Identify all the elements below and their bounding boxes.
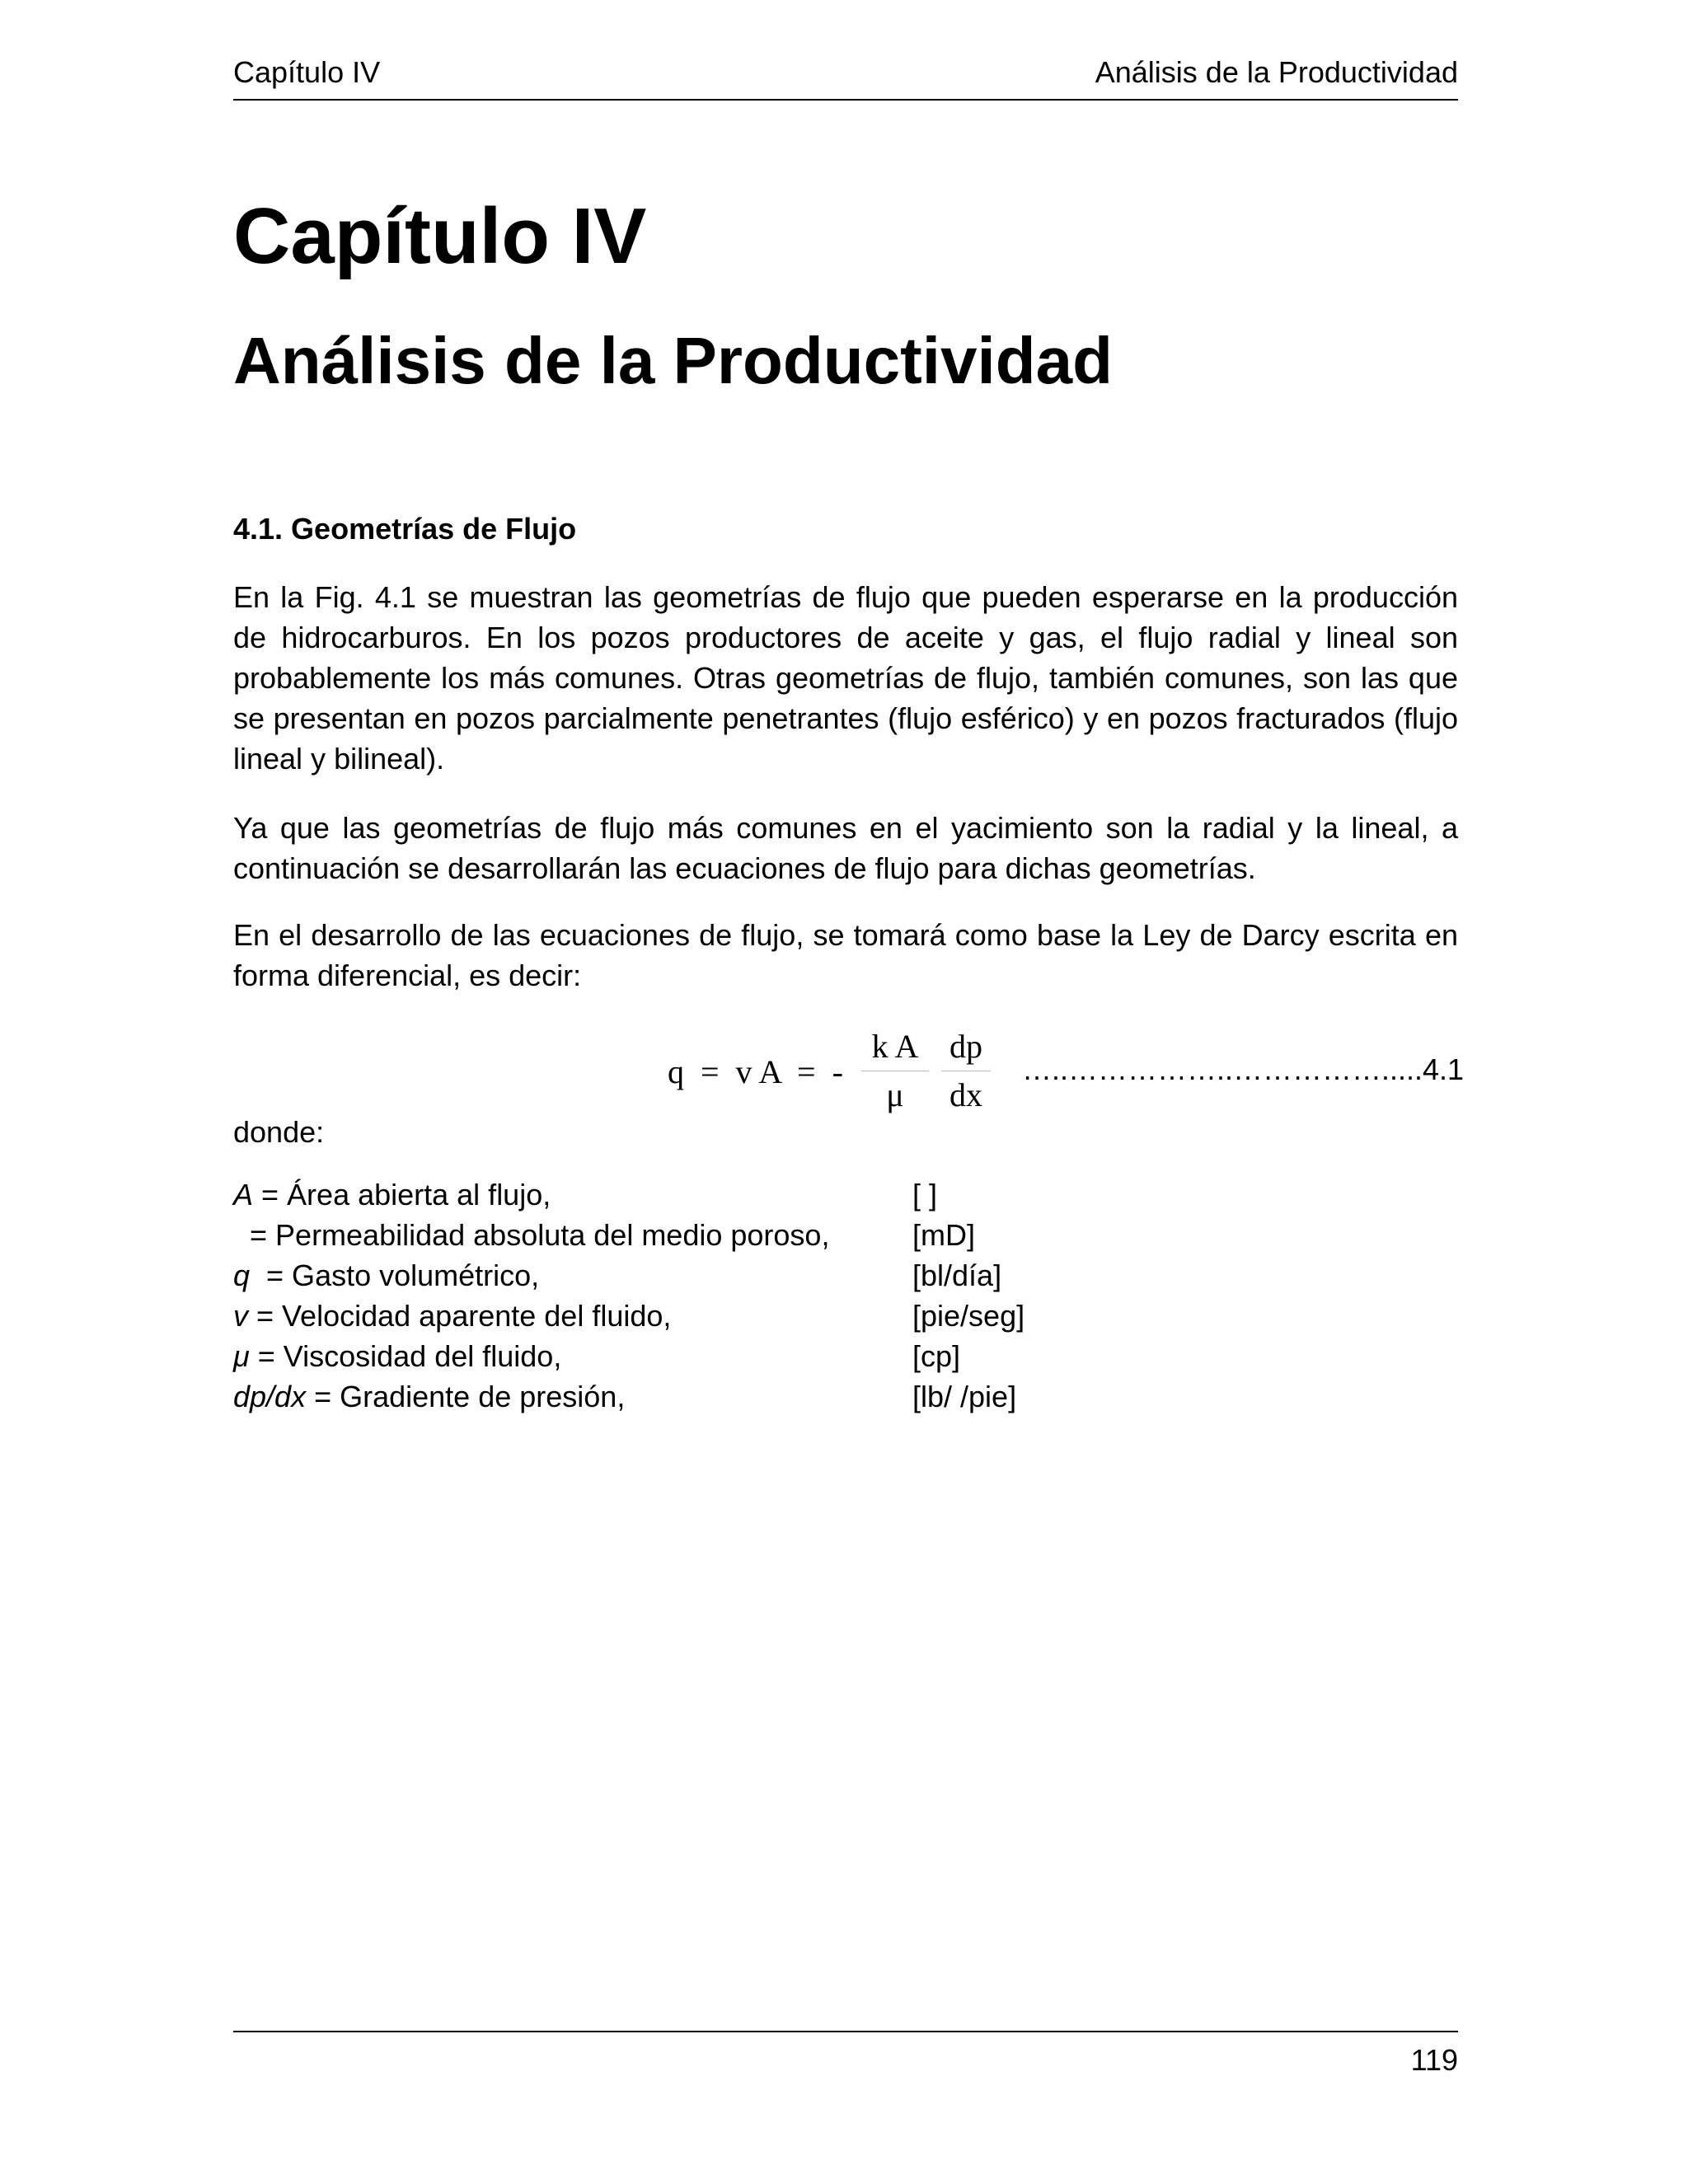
definition-text: = Gasto volumétrico,: [250, 1258, 540, 1292]
definition-text: = Gradiente de presión,: [306, 1380, 626, 1413]
definition-row: [233, 1336, 1057, 1376]
definition-unit: [pie/seg]: [912, 1299, 1025, 1333]
darcy-equation: [668, 1024, 1475, 1115]
section-heading: 4.1. Geometrías de Flujo: [233, 512, 577, 546]
definition-symbol: dp/dx: [233, 1380, 307, 1413]
equation-fraction-dp-dx: [941, 1024, 991, 1118]
definition-row: [233, 1376, 1057, 1417]
fraction-numerator: k A: [871, 1028, 919, 1065]
definition-row: [233, 1215, 1057, 1255]
paragraph: En el desarrollo de las ecuaciones de flujo, se tomará como base la Ley de Darcy escrita en forma diferencial, es decir:: [233, 918, 1458, 992]
equation-fraction-ka-mu: [861, 1024, 929, 1118]
header-chapter-label: Capítulo IV: [233, 55, 381, 89]
paragraph: En la Fig. 4.1 se muestran las geometrías de flujo que pueden esperarse en la producción de hidrocarburos. En los pozos productores de aceite y gas, el flujo radial y lineal son probablemente los más comunes. Otras geometrías de flujo, también comunes, son las que se presentan en pozos parcialmente penetrantes (flujo esférico) y en pozos fracturados (flujo lineal y bilineal).: [233, 580, 1458, 776]
variable-definitions: [233, 1174, 1057, 1417]
definition-unit: [lb/ /pie]: [912, 1380, 1017, 1413]
paragraph: Ya que las geometrías de flujo más comunes en el yacimiento son la radial y la lineal, a continuación se desarrollarán las ecuaciones de flujo para dichas geometrías.: [233, 811, 1458, 885]
fraction-numerator: dp: [950, 1028, 982, 1065]
definition-text: = Permeabilidad absoluta del medio poroso,: [233, 1218, 830, 1252]
definition-unit: [bl/día]: [912, 1258, 1002, 1292]
definition-symbol: A: [233, 1178, 254, 1212]
definition-unit: [cp]: [912, 1339, 961, 1373]
running-header: [233, 51, 1458, 101]
definition-unit: [ ]: [912, 1178, 938, 1212]
definition-unit: [mD]: [912, 1218, 975, 1252]
definition-symbol: q: [233, 1258, 251, 1292]
donde-label: donde:: [233, 1115, 325, 1149]
definition-row: [233, 1296, 1057, 1336]
page-number: 119: [1410, 2043, 1458, 2077]
definition-symbol: μ: [233, 1339, 250, 1373]
definition-text: = Viscosidad del fluido,: [249, 1339, 562, 1373]
chapter-subtitle: Análisis de la Productividad: [233, 324, 1113, 397]
definition-symbol: v: [233, 1299, 248, 1333]
header-chapter-topic: Análisis de la Productividad: [1095, 55, 1458, 89]
definition-text: = Área abierta al flujo,: [253, 1178, 551, 1212]
chapter-title: Capítulo IV: [233, 192, 647, 280]
fraction-denominator: dx: [950, 1076, 982, 1113]
equation-lhs: q = v A = -: [668, 1053, 843, 1090]
definition-row: [233, 1255, 1057, 1296]
running-footer: [233, 2031, 1458, 2090]
definition-row: [233, 1174, 1057, 1215]
equation-number: …..……………..…………….....4.1: [1022, 1052, 1465, 1086]
definition-text: = Velocidad aparente del fluido,: [248, 1299, 672, 1333]
fraction-denominator: μ: [886, 1076, 904, 1113]
